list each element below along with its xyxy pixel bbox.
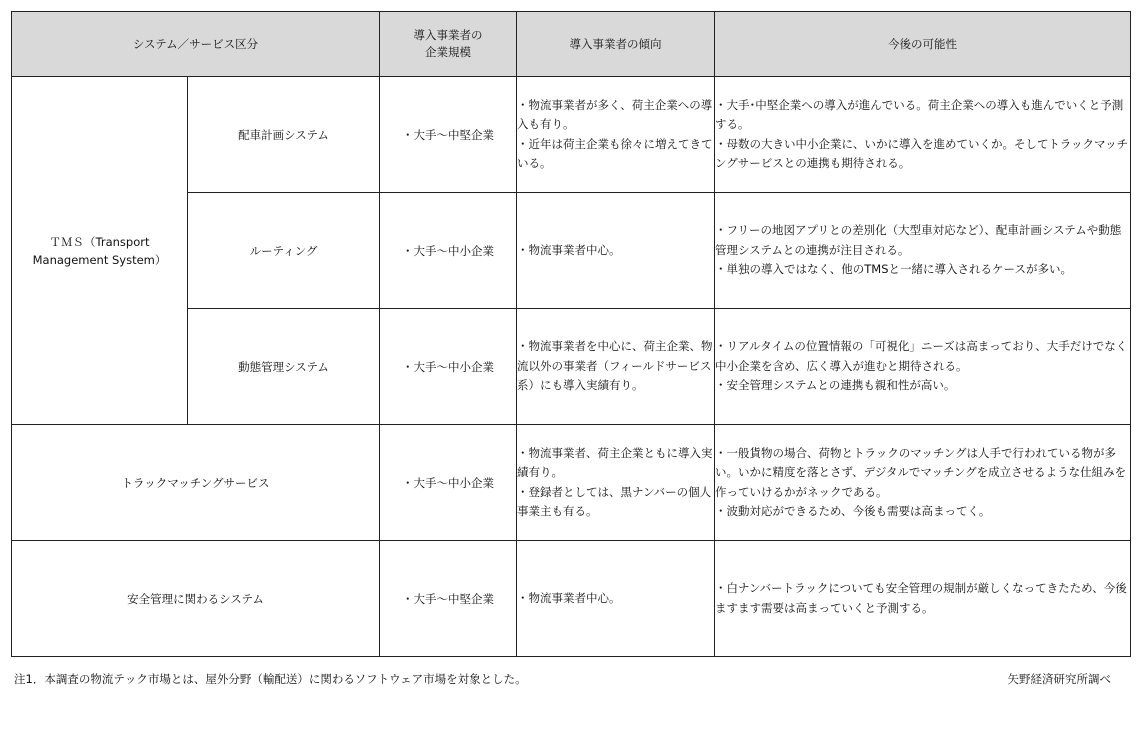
logistics-tech-table	[11, 11, 1131, 657]
future-item: ・大手･中堅企業への導入が進んでいる。荷主企業への導入も進んでいくと予測する。	[715, 97, 1124, 131]
row-name: 安全管理に関わるシステム	[12, 541, 380, 657]
row-scale: ・大手～中堅企業	[380, 77, 517, 193]
row-name: トラックマッチングサービス	[12, 425, 380, 541]
row-future	[715, 193, 1131, 309]
header-scale	[380, 12, 517, 77]
row-trend	[517, 309, 715, 425]
future-item: ・白ナンバートラックについても安全管理の規制が厳しくなってきたため、今後ますます需要は高まっていくと予測する。	[715, 581, 1127, 615]
future-item: ・単独の導入ではなく、他のTMSと一緒に導入されるケースが多い。	[715, 262, 1072, 277]
row-future	[715, 309, 1131, 425]
tms-group-cell	[12, 77, 188, 425]
footnote: 注1．本調査の物流テック市場とは、屋外分野（輸配送）に関わるソフトウェア市場を対象とした。	[14, 672, 527, 686]
trend-item: ・物流事業者中心。	[517, 590, 621, 605]
row-scale: ・大手～中堅企業	[380, 541, 517, 657]
row-future	[715, 425, 1131, 541]
header-trend: 導入事業者の傾向	[517, 12, 715, 77]
table-row	[12, 541, 1131, 657]
tms-group-line1: ＴＭＳ（Transport	[49, 234, 150, 249]
trend-item: ・物流事業者を中心に、荷主企業、物流以外の事業者（フィールドサービス系）にも導入実績有り。	[517, 339, 713, 393]
trend-item: ・近年は荷主企業も徐々に増えてきている。	[517, 136, 713, 170]
header-category: システム／サービス区分	[12, 12, 380, 77]
trend-item: ・物流事業者が多く、荷主企業への導入も有り。	[517, 97, 713, 131]
header-future: 今後の可能性	[715, 12, 1131, 77]
future-item: ・母数の大きい中小企業に、いかに導入を進めていくか。そしてトラックマッチングサービスとの連携も期待される。	[715, 136, 1129, 170]
future-item: ・リアルタイムの位置情報の「可視化」ニーズは高まっており、大手だけでなく中小企業を含め、広く導入が進むと期待される。	[715, 339, 1128, 373]
row-name: ルーティング	[188, 193, 380, 309]
trend-item: ・物流事業者、荷主企業ともに導入実績有り。	[517, 445, 713, 479]
future-item: ・一般貨物の場合、荷物とトラックのマッチングは人手で行われている物が多い。いかに精度を落とさず、デジタルでマッチングを成立させるような仕組みを作っていけるかがネックである。	[715, 445, 1127, 499]
trend-item: ・登録者としては、黒ナンバーの個人事業主も有る。	[517, 484, 712, 518]
row-scale: ・大手～中小企業	[380, 193, 517, 309]
future-item: ・安全管理システムとの連携も親和性が高い。	[715, 378, 956, 393]
source-credit: 矢野経済研究所調べ	[1007, 672, 1111, 686]
future-item: ・フリーの地図アプリとの差別化（大型車対応など）、配車計画システムや動態管理システムとの連携が注目される。	[715, 223, 1122, 257]
tms-group-line2: Management System）	[32, 252, 167, 267]
row-future	[715, 541, 1131, 657]
row-trend	[517, 425, 715, 541]
row-trend	[517, 193, 715, 309]
row-future	[715, 77, 1131, 193]
row-trend	[517, 77, 715, 193]
header-row	[12, 12, 1131, 77]
trend-item: ・物流事業者中心。	[517, 242, 621, 257]
row-scale: ・大手～中小企業	[380, 425, 517, 541]
future-item: ・波動対応ができるため、今後も需要は高まってく。	[715, 504, 991, 518]
header-scale-line2: 企業規模	[425, 45, 472, 59]
row-trend	[517, 541, 715, 657]
table-row	[12, 77, 1131, 193]
table-row	[12, 425, 1131, 541]
header-scale-line1: 導入事業者の	[413, 28, 483, 42]
row-scale: ・大手～中小企業	[380, 309, 517, 425]
row-name: 動態管理システム	[188, 309, 380, 425]
row-name: 配車計画システム	[188, 77, 380, 193]
